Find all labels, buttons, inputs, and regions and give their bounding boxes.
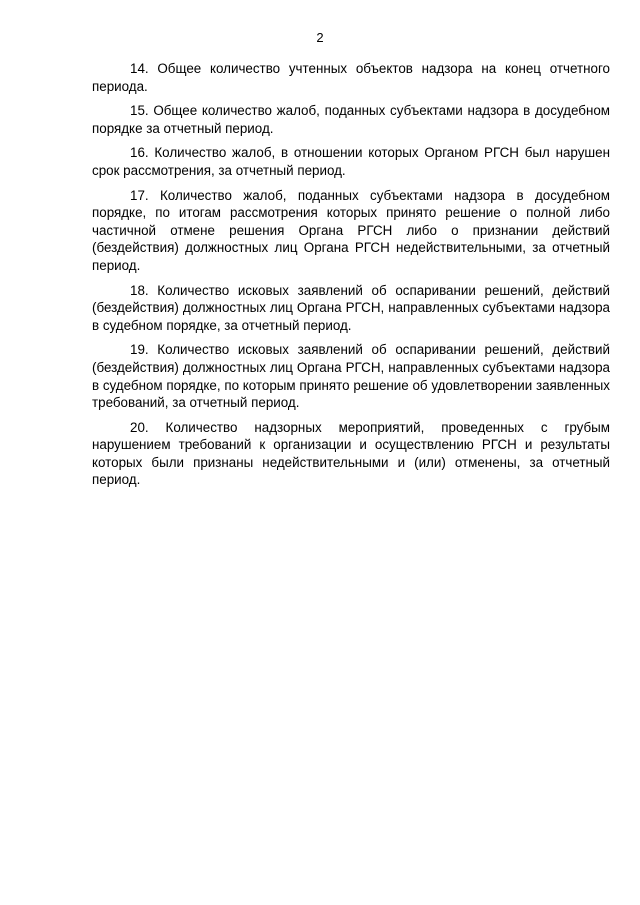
paragraph-item-16: 16. Количество жалоб, в отношении которых Органом РГСН был нарушен срок рассмотрения, за отчетный период. [92, 145, 610, 178]
page-number: 2 [316, 30, 324, 45]
paragraph-item-20: 20. Количество надзорных мероприятий, проведенных с грубым нарушением требований к организации и осуществлению РГСН и результаты которых были признаны недействительными и (или) отменены, за отчетный период. [92, 419, 610, 488]
paragraph-item-17: 17. Количество жалоб, поданных субъектами надзора в досудебном порядке, по итогам рассмотрения которых принято решение о полной либо частичной отмене решения Органа РГСН либо о признании действий (бездействия) должностных лиц Органа РГСН недействительными, за отчетный период. [92, 187, 610, 273]
paragraph-item-14: 14. Общее количество учтенных объектов надзора на конец отчетного периода. [92, 61, 610, 94]
paragraph-item-18: 18. Количество исковых заявлений об оспаривании решений, действий (бездействия) должностных лиц Органа РГСН, направленных субъектами надзора в судебном порядке, за отчетный период. [92, 282, 610, 333]
paragraph-item-19: 19. Количество исковых заявлений об оспаривании решений, действий (бездействия) должностных лиц Органа РГСН, направленных субъектами надзора в судебном порядке, по которым принято решение об удовлетворении заявленных требований, за отчетный период. [92, 342, 610, 411]
document-body [92, 60, 610, 496]
paragraph-item-15: 15. Общее количество жалоб, поданных субъектами надзора в досудебном порядке за отчетный период. [92, 103, 610, 136]
